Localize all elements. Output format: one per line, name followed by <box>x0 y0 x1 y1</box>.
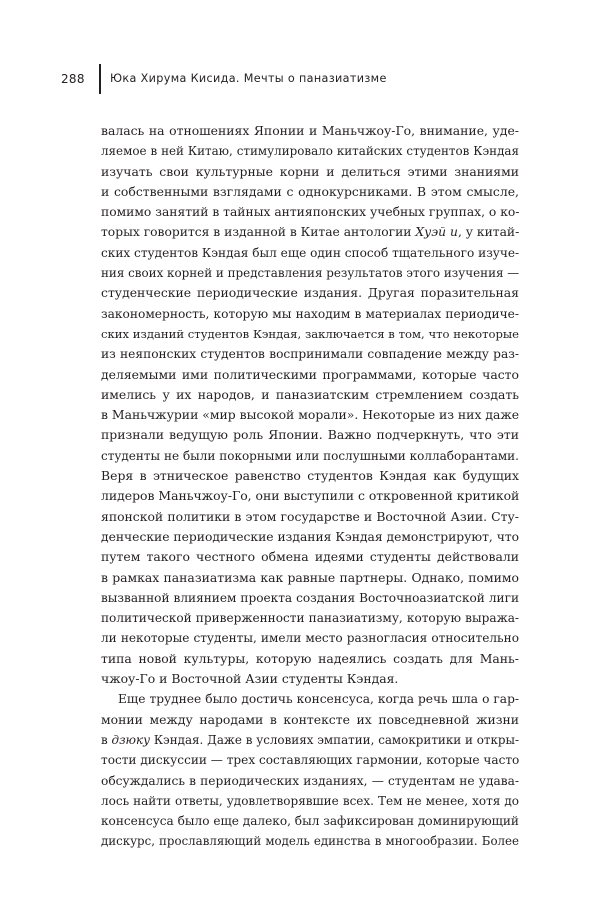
text-line: лось найти ответы, удовлетворявшие всех. Тем не менее, хотя до <box>101 793 519 808</box>
text-line: обсуждались в периодических изданиях, — студентам не удава- <box>101 773 519 788</box>
text-line: и собственными взглядами с однокурсниками. В этом смысле, <box>101 183 519 199</box>
text-line: деляемыми ими политическими программами, которые часто <box>101 366 519 382</box>
text-line: из неяпонских студентов воспринимали совпадение между раз- <box>101 347 519 362</box>
text-line: консенсуса было еще далеко, был зафиксирован доминирующий <box>101 814 519 829</box>
text-line: монии между народами в контексте их повседневной жизни <box>101 711 519 727</box>
text-segment: в <box>101 732 112 747</box>
text-line: в Маньчжурии «мир высокой морали». Некоторые из них даже <box>101 407 519 423</box>
text-line: валась на отношениях Японии и Маньчжоу-Го, внимание, уде- <box>101 123 519 138</box>
text-line: студенты не были покорными или послушными коллаборантами. <box>101 448 519 463</box>
text-line: в рамках паназиатизма как равные партнеры. Однако, помимо <box>101 569 519 585</box>
text-line: ских студентов Кэндая был еще один способ тщательного изуче- <box>101 245 519 260</box>
text-line: помимо занятий в тайных антияпонских учебных группах, о ко- <box>101 205 519 220</box>
text-line: лидеров Маньчжоу-Го, они выступили с откровенной критикой <box>101 488 519 504</box>
text-line: имелись у их народов, и паназиатским стремлением создать <box>101 386 519 402</box>
text-line: денческие периодические издания Кэндая демонстрируют, что <box>101 529 519 544</box>
text-line: закономерность, которую мы находим в материалах периодиче- <box>101 306 519 321</box>
text-line: ских изданий студентов Кэндая, заключается в том, что некоторые <box>101 326 519 341</box>
text-line: дискурс, прославляющий модель единства в многообразии. Более <box>101 834 519 849</box>
text-line: вызванной влиянием проекта создания Восточноазиатской лиги <box>101 590 519 605</box>
italic-title: Хуэй и <box>415 225 458 240</box>
body-text <box>101 121 519 852</box>
header-divider <box>99 64 101 94</box>
text-line: изучать свои культурные корни и делиться этими знаниями <box>101 163 519 179</box>
text-line: тости дискуссии — трех составляющих гармонии, которые часто <box>101 753 519 768</box>
paragraph-last-line: чжоу-Го и Восточной Азии студенты Кэндая. <box>101 671 399 687</box>
running-title: Юка Хирума Кисида. Мечты о паназиатизме <box>110 72 387 85</box>
running-header <box>61 64 387 94</box>
text-line: ляемое в ней Китаю, стимулировало китайских студентов Кэндая <box>101 144 519 159</box>
text-line <box>101 222 519 242</box>
text-line: типа новой культуры, которую надеялись создать для Мань- <box>101 650 519 666</box>
text-line <box>101 730 519 750</box>
text-line: Веря в этническое равенство студентов Кэндая как будущих <box>101 468 519 484</box>
text-line: путем такого честного обмена идеями студенты действовали <box>101 549 519 565</box>
text-line: ли некоторые студенты, имели место разногласия относительно <box>101 631 519 646</box>
paragraph-first-line: Еще труднее было достичь консенсуса, когда речь шла о гар- <box>118 692 519 707</box>
text-segment: Кэндая. Даже в условиях эмпатии, самокритики и откры- <box>150 732 519 747</box>
text-line: ния своих корней и представления результатов этого изучения — <box>101 266 519 281</box>
text-segment: , у китай- <box>457 225 519 240</box>
text-line: политической приверженности паназиатизму, которую выража- <box>101 611 519 626</box>
text-segment: торых говорится в изданной в Китае антологии <box>101 225 416 240</box>
text-line: признали ведущую роль Японии. Важно подчеркнуть, что эти <box>101 427 519 443</box>
italic-term: дзюку <box>111 732 151 747</box>
text-line: студенческие периодические издания. Другая поразительная <box>101 285 519 301</box>
page-number: 288 <box>61 72 85 86</box>
text-line: японской политики в этом государстве и Восточной Азии. Сту- <box>101 508 519 524</box>
